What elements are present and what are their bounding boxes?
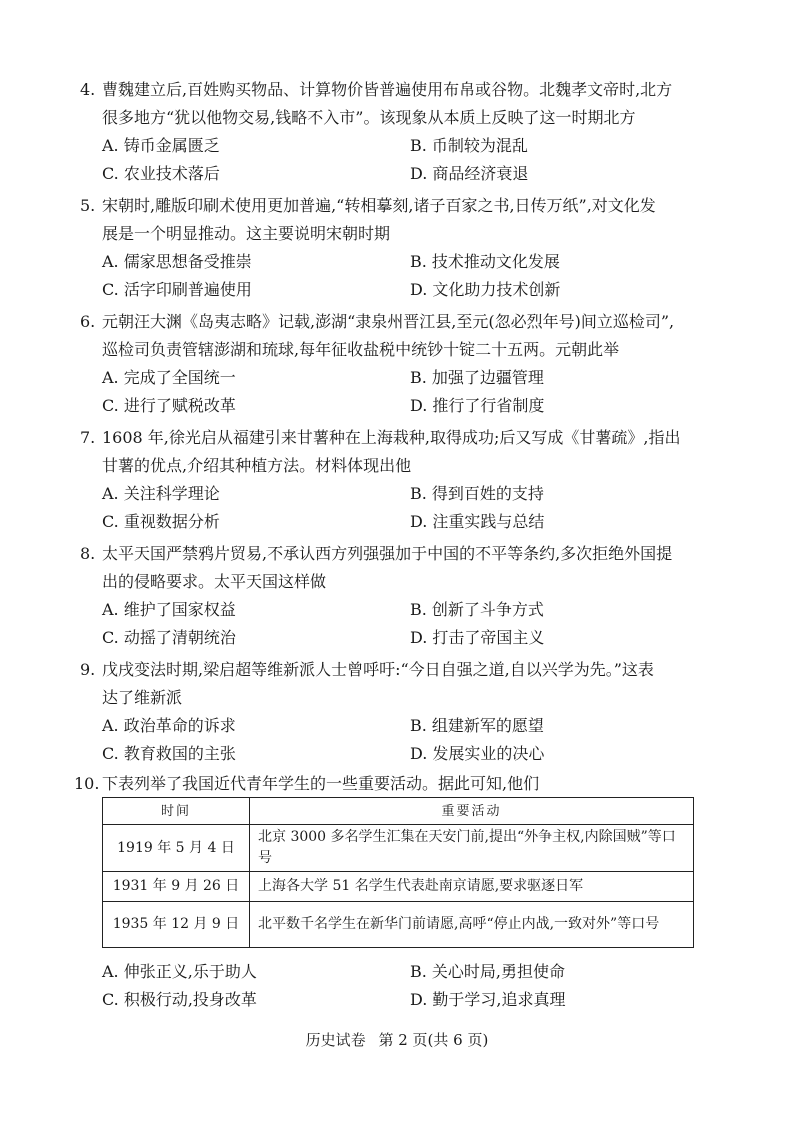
option-d: D. 商品经济衰退 bbox=[410, 164, 529, 183]
question-stem-continued: 甘薯的优点,介绍其种植方法。材料体现出他 bbox=[102, 456, 412, 475]
option-b: B. 关心时局,勇担使命 bbox=[410, 962, 566, 981]
question-stem-continued: 展是一个明显推动。这主要说明宋朝时期 bbox=[102, 224, 391, 243]
option-d: D. 推行了行省制度 bbox=[410, 396, 545, 415]
question-number: 9. bbox=[80, 660, 96, 679]
option-c: C. 进行了赋税改革 bbox=[102, 396, 236, 415]
question-7 bbox=[80, 424, 710, 536]
activities-table bbox=[102, 797, 694, 948]
option-c: C. 教育救国的主张 bbox=[102, 744, 236, 763]
option-d: D. 打击了帝国主义 bbox=[410, 628, 545, 647]
question-8 bbox=[80, 540, 710, 652]
option-b: B. 技术推动文化发展 bbox=[410, 252, 560, 271]
option-d: D. 文化助力技术创新 bbox=[410, 280, 561, 299]
options bbox=[80, 480, 710, 536]
question-stem: 6. 元朝汪大渊《岛夷志略》记载,澎湖“隶泉州晋江县,至元(忽必烈年号)间立巡检司”, bbox=[80, 308, 710, 336]
row-activity: 上海各大学 51 名学生代表赴南京请愿,要求驱逐日军 bbox=[250, 872, 694, 902]
question-4 bbox=[80, 76, 710, 188]
question-9 bbox=[80, 656, 710, 768]
question-stem-continued: 很多地方“犹以他物交易,钱略不入市”。该现象从本质上反映了这一时期北方 bbox=[102, 108, 636, 127]
question-stem-continued: 巡检司负责管辖澎湖和琉球,每年征收盐税中统钞十锭二十五两。元朝此举 bbox=[102, 340, 620, 359]
options bbox=[80, 132, 710, 188]
option-c: C. 动摇了清朝统治 bbox=[102, 628, 236, 647]
option-d: D. 注重实践与总结 bbox=[410, 512, 545, 531]
row-date: 1919 年 5 月 4 日 bbox=[103, 825, 250, 872]
question-10-options bbox=[80, 958, 710, 1014]
option-d: D. 勤于学习,追求真理 bbox=[410, 990, 566, 1009]
row-date: 1931 年 9 月 26 日 bbox=[103, 872, 250, 902]
option-a: A. 伸张正义,乐于助人 bbox=[102, 962, 257, 981]
option-b: B. 创新了斗争方式 bbox=[410, 600, 544, 619]
table-row bbox=[103, 825, 694, 872]
options bbox=[80, 364, 710, 420]
footer-page-number: 第 2 页(共 6 页) bbox=[378, 1031, 489, 1049]
table-row bbox=[103, 902, 694, 948]
options bbox=[80, 712, 710, 768]
question-stem-continued: 达了维新派 bbox=[102, 688, 183, 707]
question-5 bbox=[80, 192, 710, 304]
option-a: A. 铸币金属匮乏 bbox=[102, 136, 220, 155]
options bbox=[80, 596, 710, 652]
question-stem: 4. 曹魏建立后,百姓购买物品、计算物价皆普遍使用布帛或谷物。北魏孝文帝时,北方 bbox=[80, 76, 710, 104]
question-6 bbox=[80, 308, 710, 420]
header-activity: 重要活动 bbox=[250, 798, 694, 825]
row-activity: 北京 3000 多名学生汇集在天安门前,提出“外争主权,内除国贼”等口号 bbox=[250, 825, 694, 872]
question-number: 10. bbox=[74, 774, 100, 793]
option-a: A. 儒家思想备受推崇 bbox=[102, 252, 252, 271]
question-number: 8. bbox=[80, 544, 96, 563]
option-a: A. 关注科学理论 bbox=[102, 484, 220, 503]
option-c: C. 活字印刷普遍使用 bbox=[102, 280, 252, 299]
question-stem: 9. 戊戌变法时期,梁启超等维新派人士曾呼吁:“今日自强之道,自以兴学为先。”这表 bbox=[80, 656, 710, 684]
option-a: A. 完成了全国统一 bbox=[102, 368, 236, 387]
question-stem: 8. 太平天国严禁鸦片贸易,不承认西方列强强加于中国的不平等条约,多次拒绝外国提 bbox=[80, 540, 710, 568]
option-c: C. 重视数据分析 bbox=[102, 512, 220, 531]
question-stem-continued: 出的侵略要求。太平天国这样做 bbox=[102, 572, 327, 591]
option-c: C. 农业技术落后 bbox=[102, 164, 220, 183]
row-activity: 北平数千名学生在新华门前请愿,高呼“停止内战,一致对外”等口号 bbox=[250, 902, 694, 948]
row-date: 1935 年 12 月 9 日 bbox=[103, 902, 250, 948]
table-row bbox=[103, 872, 694, 902]
question-number: 5. bbox=[80, 196, 96, 215]
footer-subject: 历史试卷 bbox=[305, 1031, 366, 1049]
option-b: B. 币制较为混乱 bbox=[410, 136, 528, 155]
option-a: A. 维护了国家权益 bbox=[102, 600, 236, 619]
question-number: 4. bbox=[80, 80, 96, 99]
header-time: 时间 bbox=[103, 798, 250, 825]
question-10 bbox=[74, 770, 704, 798]
option-d: D. 发展实业的决心 bbox=[410, 744, 545, 763]
question-number: 6. bbox=[80, 312, 96, 331]
options bbox=[80, 248, 710, 304]
option-c: C. 积极行动,投身改革 bbox=[102, 990, 257, 1009]
table-header-row bbox=[103, 798, 694, 825]
question-stem: 10. 下表列举了我国近代青年学生的一些重要活动。据此可知,他们 bbox=[74, 770, 704, 798]
question-stem: 7. 1608 年,徐光启从福建引来甘薯种在上海栽种,取得成功;后又写成《甘薯疏》,指出 bbox=[80, 424, 710, 452]
page-footer bbox=[0, 1028, 794, 1052]
option-b: B. 组建新军的愿望 bbox=[410, 716, 544, 735]
options bbox=[80, 958, 710, 1014]
option-b: B. 加强了边疆管理 bbox=[410, 368, 544, 387]
option-b: B. 得到百姓的支持 bbox=[410, 484, 544, 503]
option-a: A. 政治革命的诉求 bbox=[102, 716, 236, 735]
question-stem: 5. 宋朝时,雕版印刷术使用更加普遍,“转相摹刻,诸子百家之书,日传万纸”,对文化发 bbox=[80, 192, 710, 220]
question-number: 7. bbox=[80, 428, 96, 447]
